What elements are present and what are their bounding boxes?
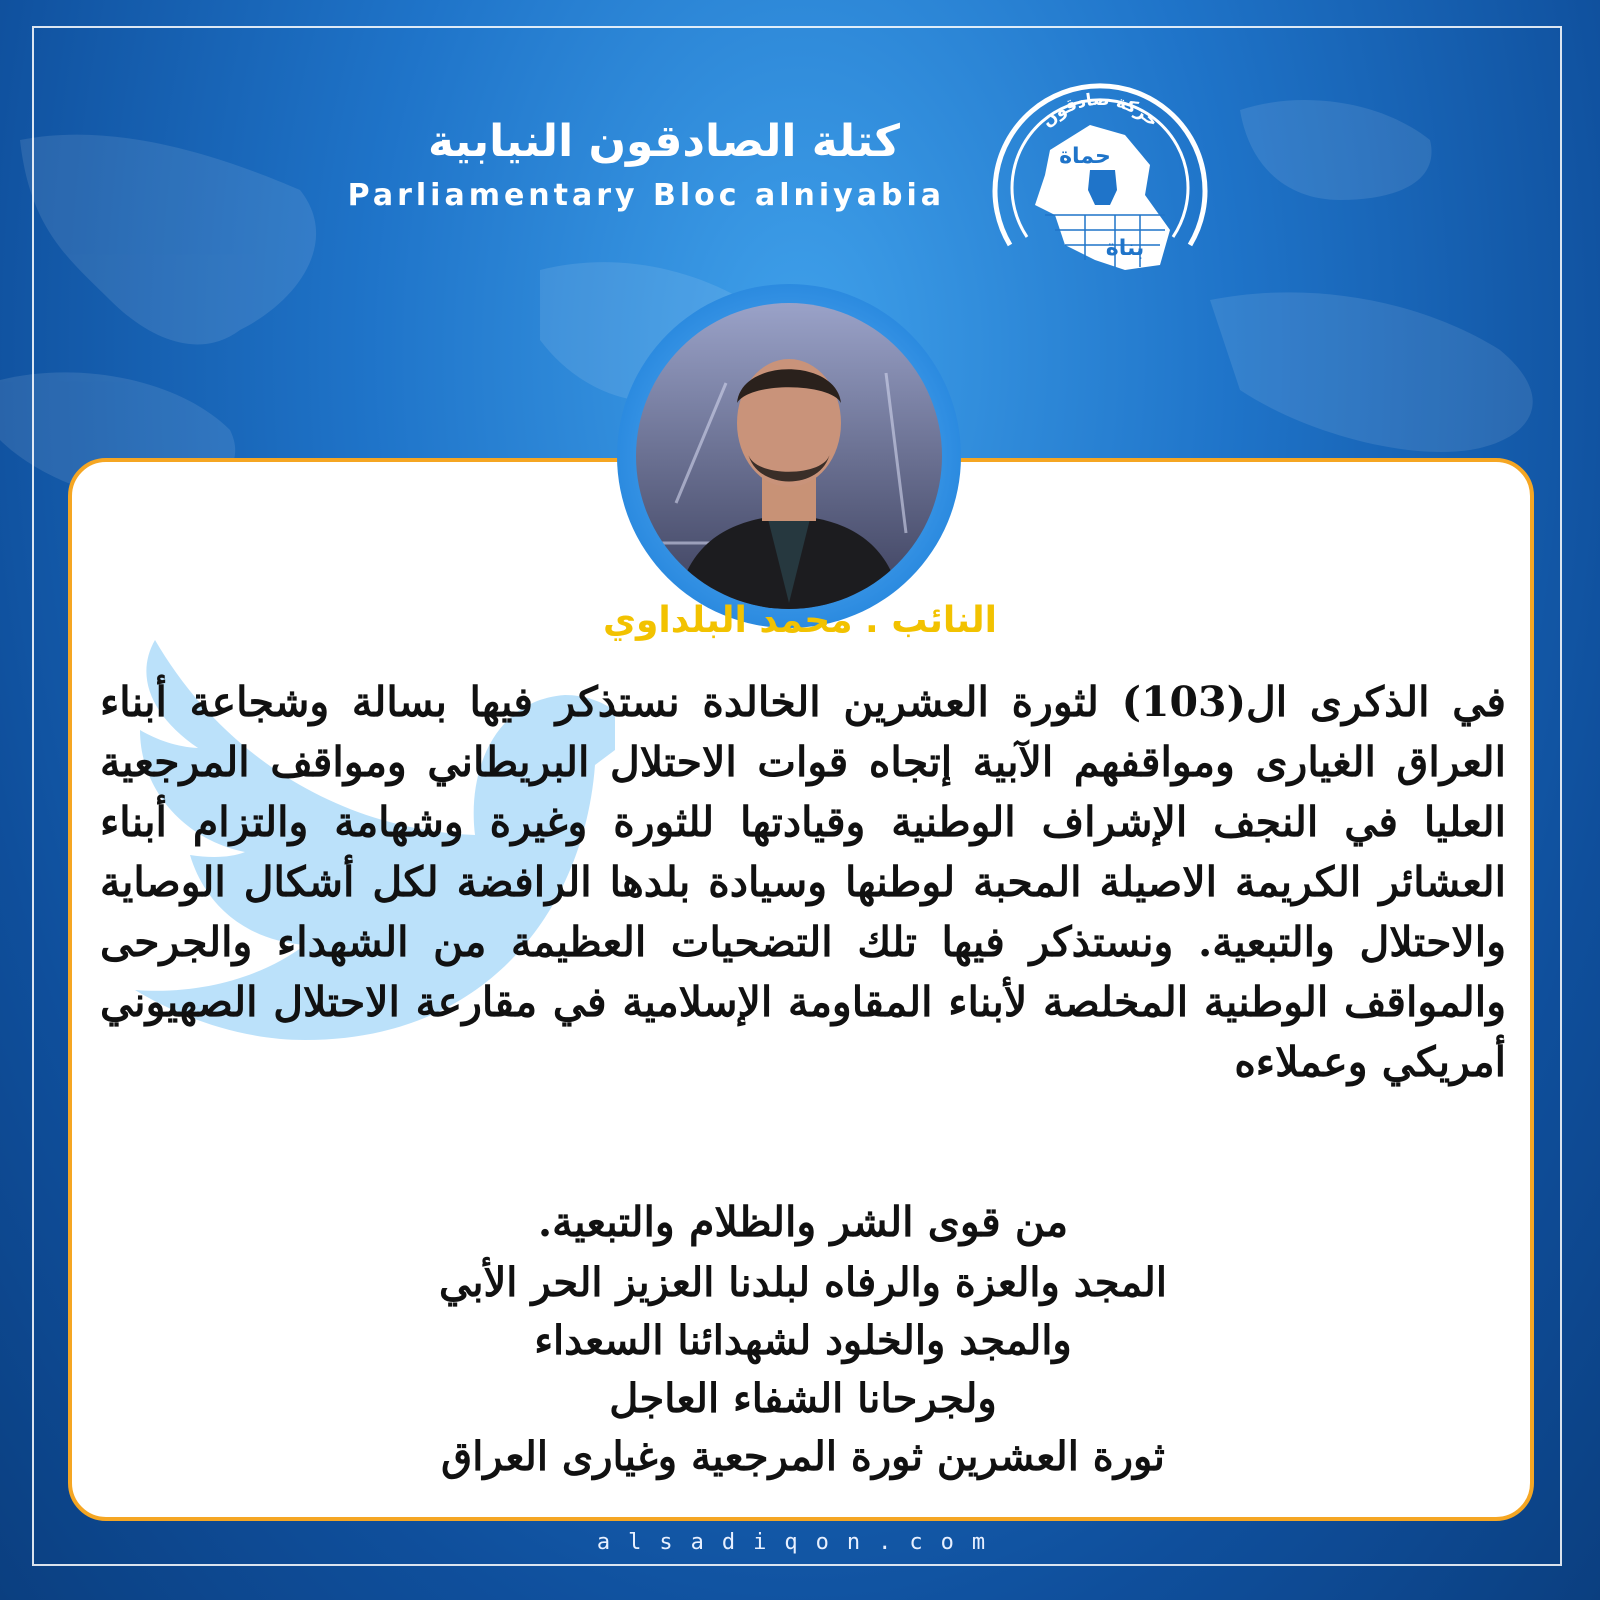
statement-body: في الذكرى ال(103) لثورة العشرين الخالدة نستذكر فيها بسالة وشجاعة أبناء العراق الغيارى ومواقفهم الآبية إتجاه قوات الاحتلال البريطاني ومواقف المرجعية العليا في النجف الإشراف الوطنية وقيادتها للثورة وغيرة وشهامة والتزام أبناء العشائر الكريمة الاصيلة المحبة لوطنها وسيادة بلدها الرافضة لكل أشكال الوصاية والاحتلال والتبعية. ونستذكر فيها تلك التضحيات العظيمة من الشهداء والجرحى والمواقف الوطنية المخلصة لأبناء المقاومة الإسلامية في مقارعة الاحتلال الصهيوني أمريكي وعملاءه [100,678,1506,1086]
statement-body-tail: من قوى الشر والظلام والتبعية. [537,1198,1069,1246]
closing-lines [100,1254,1506,1486]
closing-line: والمجد والخلود لشهدائنا السعداء [534,1317,1072,1364]
bloc-title-english: Parliamentary Bloc alniyabia [347,178,945,213]
closing-line: ثورة العشرين ثورة المرجعية وغيارى العراق [441,1433,1165,1480]
bloc-title-arabic: كتلة الصادقون النيابية [427,116,900,167]
closing-line: المجد والعزة والرفاه لبلدنا العزيز الحر الأبي [439,1259,1167,1306]
website-link[interactable]: alsadiqon.com [596,1530,1004,1555]
mp-portrait-photo [636,303,942,609]
logo-word-top: حماة [1059,144,1111,169]
sadiqon-movement-logo [975,55,1225,305]
logo-word-bottom: بناة [1105,236,1145,261]
logo-movement-name: حركة صادقون [1037,89,1163,132]
mp-name: النائب . محمد البلداوي [603,600,997,641]
closing-line: ولجرحانا الشفاء العاجل [609,1375,997,1422]
